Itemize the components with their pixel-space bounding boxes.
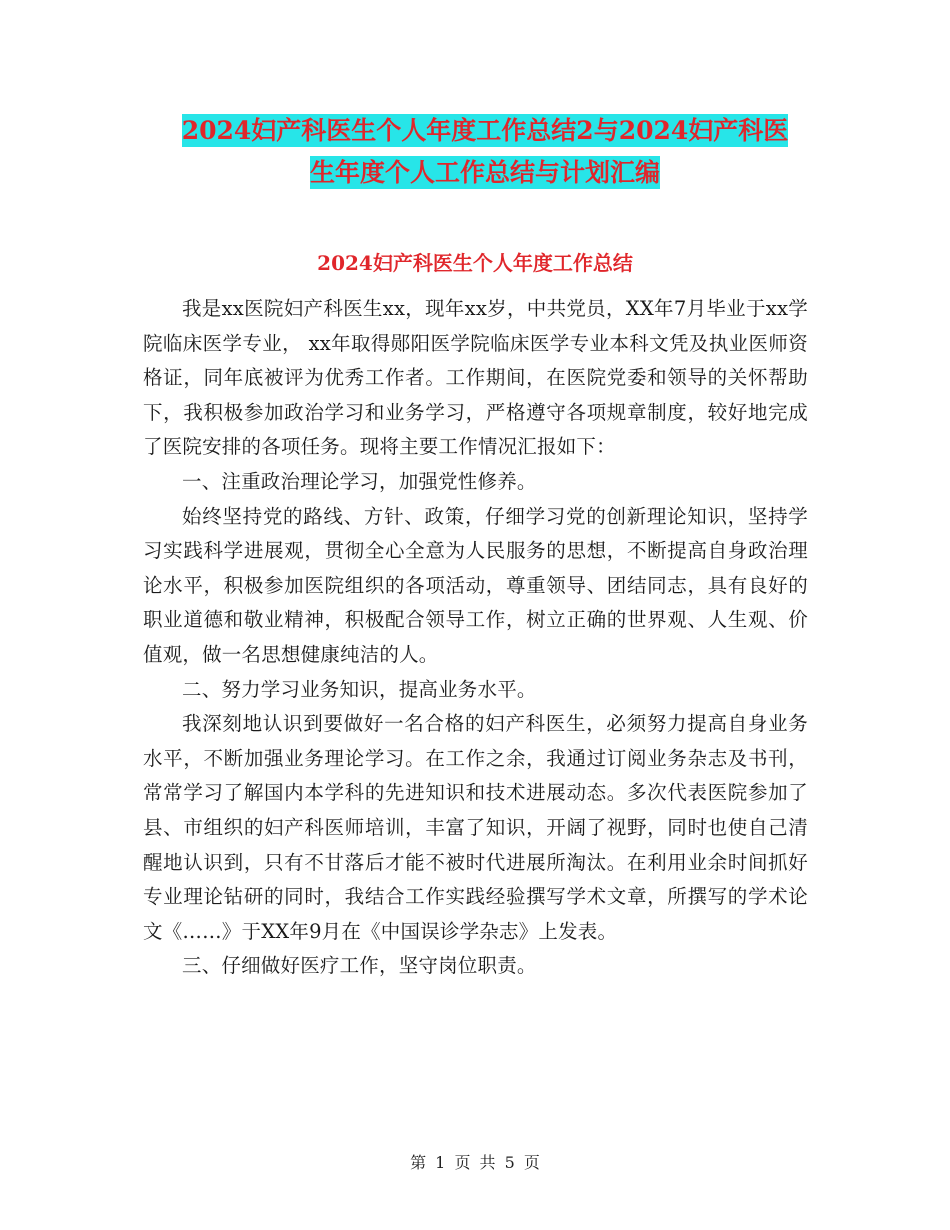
paragraph-intro: 我是xx医院妇产科医生xx，现年xx岁，中共党员，XX年7月毕业于xx学院临床医学专业， xx年取得郧阳医学院临床医学专业本科文凭及执业医师资格证，同年底被评为优秀工作者。工作期间，在医院党委和领导的关怀帮助下，我积极参加政治学习和业务学习，严格遵守各项规章制度，较好地完成了医院安排的各项任务。现将主要工作情况汇报如下： <box>143 297 808 459</box>
document-title-line-2: 生年度个人工作总结与计划汇编 <box>309 158 660 187</box>
document-title <box>140 110 830 194</box>
page-footer: 第 1 页 共 5 页 <box>410 1153 540 1172</box>
document-title-line-1: 2024妇产科医生个人年度工作总结2与2024妇产科医 <box>181 116 789 145</box>
paragraph-1: 始终坚持党的路线、方针、政策，仔细学习党的创新理论知识，坚持学习实践科学进展观，贯彻全心全意为人民服务的思想，不断提高自身政治理论水平，积极参加医院组织的各项活动，尊重领导、团结同志，具有良好的职业道德和敬业精神，积极配合领导工作，树立正确的世界观、人生观、价值观，做一名思想健康纯洁的人。 <box>143 504 808 666</box>
heading-2: 二、努力学习业务知识，提高业务水平。 <box>182 677 537 701</box>
heading-3: 三、仔细做好医疗工作，坚守岗位职责。 <box>182 954 537 978</box>
heading-1: 一、注重政治理论学习，加强党性修养。 <box>182 469 537 493</box>
paragraph-2: 我深刻地认识到要做好一名合格的妇产科医生，必须努力提高自身业务水平，不断加强业务理论学习。在工作之余，我通过订阅业务杂志及书刊，常常学习了解国内本学科的先进知识和技术进展动态。多次代表医院参加了县、市组织的妇产科医师培训，丰富了知识，开阔了视野，同时也使自己清醒地认识到，只有不甘落后才能不被时代进展所淘汰。在利用业余时间抓好专业理论钻研的同时，我结合工作实践经验撰写学术文章，所撰写的学术论文《……》于XX年9月在《中国误诊学杂志》上发表。 <box>143 712 808 943</box>
document-body <box>143 292 808 984</box>
section-title: 2024妇产科医生个人年度工作总结 <box>317 251 633 275</box>
